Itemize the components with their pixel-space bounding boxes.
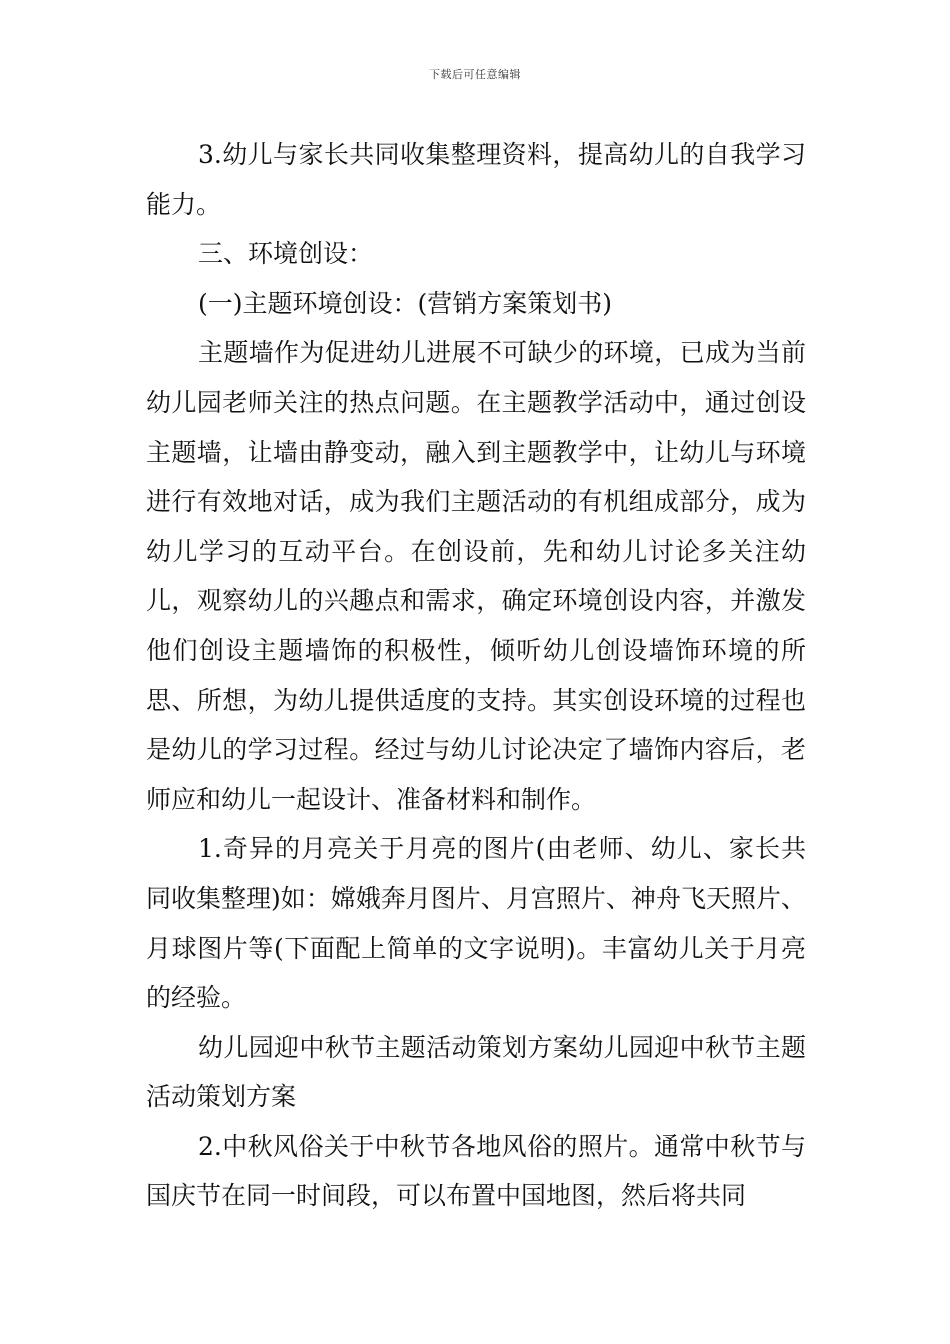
document-body — [146, 130, 806, 1221]
paragraph: 1.奇异的月亮关于月亮的图片(由老师、幼儿、家长共同收集整理)如：嫦娥奔月图片、月宫照片、神舟飞天照片、月球图片等(下面配上简单的文字说明)。丰富幼儿关于月亮的经验。 — [146, 834, 806, 1013]
subsection-heading: (一)主题环境创设：(营销方案策划书) — [198, 288, 613, 318]
paragraph: 3.幼儿与家长共同收集整理资料，提高幼儿的自我学习能力。 — [146, 140, 806, 219]
paragraph: 2.中秋风俗关于中秋节各地风俗的照片。通常中秋节与国庆节在同一时间段，可以布置中国地图，然后将共同 — [146, 1131, 806, 1211]
page-header: 下载后可任意编辑 — [429, 68, 521, 81]
section-heading: 三、环境创设： — [198, 239, 374, 269]
paragraph: 主题墙作为促进幼儿进展不可缺少的环境，已成为当前幼儿园老师关注的热点问题。在主题教学活动中，通过创设主题墙，让墙由静变动，融入到主题教学中，让幼儿与环境进行有效地对话，成为我们主题活动的有机组成部分，成为幼儿学习的互动平台。在创设前，先和幼儿讨论多关注幼儿，观察幼儿的兴趣点和需求，确定环境创设内容，并激发他们创设主题墙饰的积极性，倾听幼儿创设墙饰环境的所思、所想，为幼儿提供适度的支持。其实创设环境的过程也是幼儿的学习过程。经过与幼儿讨论决定了墙饰内容后，老师应和幼儿一起设计、准备材料和制作。 — [146, 338, 806, 814]
paragraph: 幼儿园迎中秋节主题活动策划方案幼儿园迎中秋节主题活动策划方案 — [146, 1032, 806, 1112]
